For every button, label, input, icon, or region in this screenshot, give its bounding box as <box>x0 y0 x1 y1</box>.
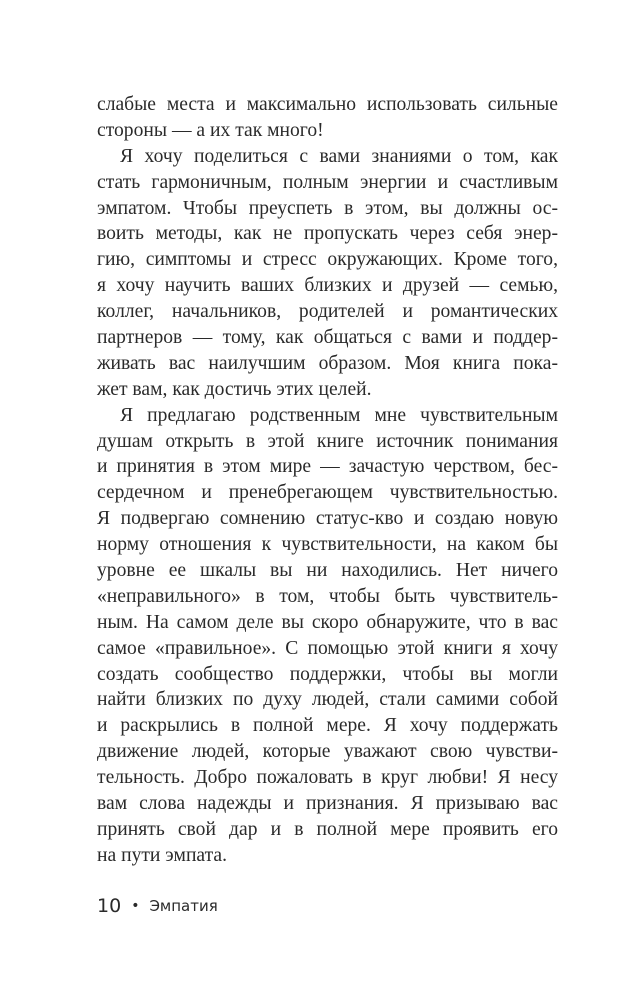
text-line: коллег, начальников, родителей и романтических <box>97 301 558 323</box>
text-line: и раскрылись в полной мере. Я хочу поддержать <box>97 715 558 737</box>
text-line: стать гармоничным, полным энергии и счастливым <box>97 171 558 193</box>
text-line: душам открыть в этой книге источник понимания <box>97 430 558 452</box>
text-line: партнеров — тому, как общаться с вами и поддер- <box>97 327 558 349</box>
text-line: норму отношения к чувствительности, на каком бы <box>97 534 558 556</box>
text-line: гию, симптомы и стресс окружающих. Кроме того, <box>97 249 558 271</box>
separator-bullet: • <box>131 898 140 914</box>
text-line: движение людей, которые уважают свою чувстви- <box>97 741 558 763</box>
text-line: создать сообщество поддержки, чтобы вы могли <box>97 663 558 685</box>
text-line: стороны — а их так много! <box>97 119 324 141</box>
running-title: Эмпатия <box>149 897 218 915</box>
text-line: тельность. Добро пожаловать в круг любви! Я несу <box>97 767 558 789</box>
text-line: вам слова надежды и признания. Я призываю вас <box>97 793 558 815</box>
page-body <box>97 92 558 869</box>
text-line: Я предлагаю родственным мне чувствительным <box>120 404 558 426</box>
text-line: принять свой дар и в полной мере проявить его <box>97 818 558 840</box>
text-line: уровне ее шкалы вы ни находились. Нет ничего <box>97 560 558 582</box>
text-line: слабые места и максимально использовать сильные <box>97 94 558 115</box>
text-line: я хочу научить ваших близких и друзей — семью, <box>97 275 558 297</box>
text-line: на пути эмпата. <box>97 844 228 866</box>
page-footer <box>97 895 218 917</box>
text-line: живать вас наилучшим образом. Моя книга пока- <box>97 352 558 374</box>
page-number: 10 <box>97 895 122 917</box>
text-line: жет вам, как достичь этих целей. <box>97 378 372 400</box>
text-line: воить методы, как не пропускать через себя энер- <box>97 223 558 245</box>
text-line: Я подвергаю сомнению статус-кво и создаю новую <box>97 508 558 530</box>
text-line: Я хочу поделиться с вами знаниями о том, как <box>120 145 558 167</box>
text-line: сердечном и пренебрегающем чувствительностью. <box>97 482 558 504</box>
text-line: и принятия в этом мире — зачастую черством, бес- <box>97 456 558 478</box>
text-line: «неправильного» в том, чтобы быть чувствитель- <box>97 585 558 607</box>
text-line: ным. На самом деле вы скоро обнаружите, что в вас <box>97 611 558 633</box>
text-line: самое «правильное». С помощью этой книги я хочу <box>97 637 558 659</box>
text-line: эмпатом. Чтобы преуспеть в этом, вы должны ос- <box>97 197 558 219</box>
text-line: найти близких по духу людей, стали самими собой <box>97 689 558 711</box>
